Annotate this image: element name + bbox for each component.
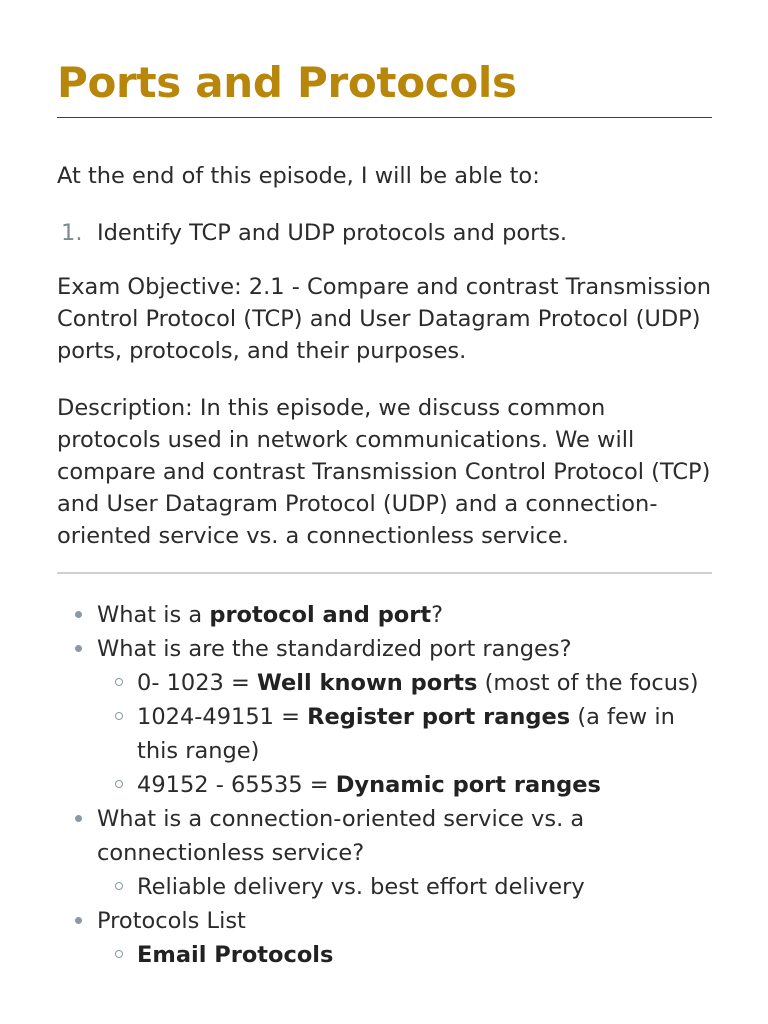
- bullet-circle-icon: [115, 780, 123, 788]
- bullet-circle-icon: [115, 678, 123, 686]
- bullet-circle-icon: [115, 712, 123, 720]
- topic-text: Protocols List: [97, 908, 246, 934]
- objectives-list: [57, 217, 712, 249]
- intro-text: At the end of this episode, I will be able to:: [57, 163, 540, 189]
- subtopic-list: [97, 870, 712, 904]
- topics-list: [57, 598, 712, 972]
- subtopic-text: (most of the focus): [477, 670, 699, 696]
- bullet-circle-icon: [115, 882, 123, 890]
- subtopic-item: [97, 768, 712, 802]
- topic-bold: protocol and port: [209, 602, 432, 628]
- subtopic-item: [97, 870, 712, 904]
- objective-item: [57, 217, 712, 249]
- objective-number: 1.: [61, 220, 83, 246]
- subtopic-bold: Dynamic port ranges: [335, 772, 601, 798]
- topic-item: [57, 904, 712, 972]
- subtopic-item: [97, 700, 712, 768]
- description: Description: In this episode, we discuss common protocols used in network communications. We will compare and contrast Transmission Control Protocol (TCP) and User Datagram Protocol (UDP) and a connection-oriented service vs. a connectionless service.: [57, 395, 711, 549]
- bullet-disc-icon: [75, 815, 82, 822]
- subtopic-text: 49152 - 65535 =: [137, 772, 336, 798]
- bullet-circle-icon: [115, 950, 123, 958]
- topic-item: [57, 802, 712, 904]
- bullet-disc-icon: [75, 917, 82, 924]
- subtopic-list: [97, 666, 712, 802]
- subtopic-text: 1024-49151 =: [137, 704, 308, 730]
- subtopic-bold: Register port ranges: [307, 704, 571, 730]
- subtopic-item: [97, 666, 712, 700]
- subtopic-text: 0- 1023 =: [137, 670, 258, 696]
- exam-objective: Exam Objective: 2.1 - Compare and contrast Transmission Control Protocol (TCP) and User Datagram Protocol (UDP) ports, protocols, and their purposes.: [57, 274, 712, 364]
- topic-text: What is a: [97, 602, 210, 628]
- subtopic-text: Reliable delivery vs. best effort delivery: [137, 874, 585, 900]
- topic-item: [57, 598, 712, 632]
- topic-text: ?: [431, 602, 444, 628]
- topic-item: [57, 632, 712, 802]
- topic-text: What is a connection-oriented service vs. a connectionless service?: [97, 806, 585, 866]
- subtopic-text: (a few in this range): [137, 704, 675, 764]
- objective-text: Identify TCP and UDP protocols and ports.: [97, 220, 568, 246]
- topic-text: What is are the standardized port ranges?: [97, 636, 572, 662]
- title-underline: [57, 117, 712, 118]
- subtopic-bold: Email Protocols: [137, 942, 334, 968]
- subtopic-bold: Well known ports: [257, 670, 478, 696]
- bullet-disc-icon: [75, 611, 82, 618]
- bullet-disc-icon: [75, 645, 82, 652]
- subtopic-list: [97, 938, 712, 972]
- section-divider: [57, 572, 712, 574]
- page-title: Ports and Protocols: [57, 58, 517, 107]
- subtopic-item: [97, 938, 712, 972]
